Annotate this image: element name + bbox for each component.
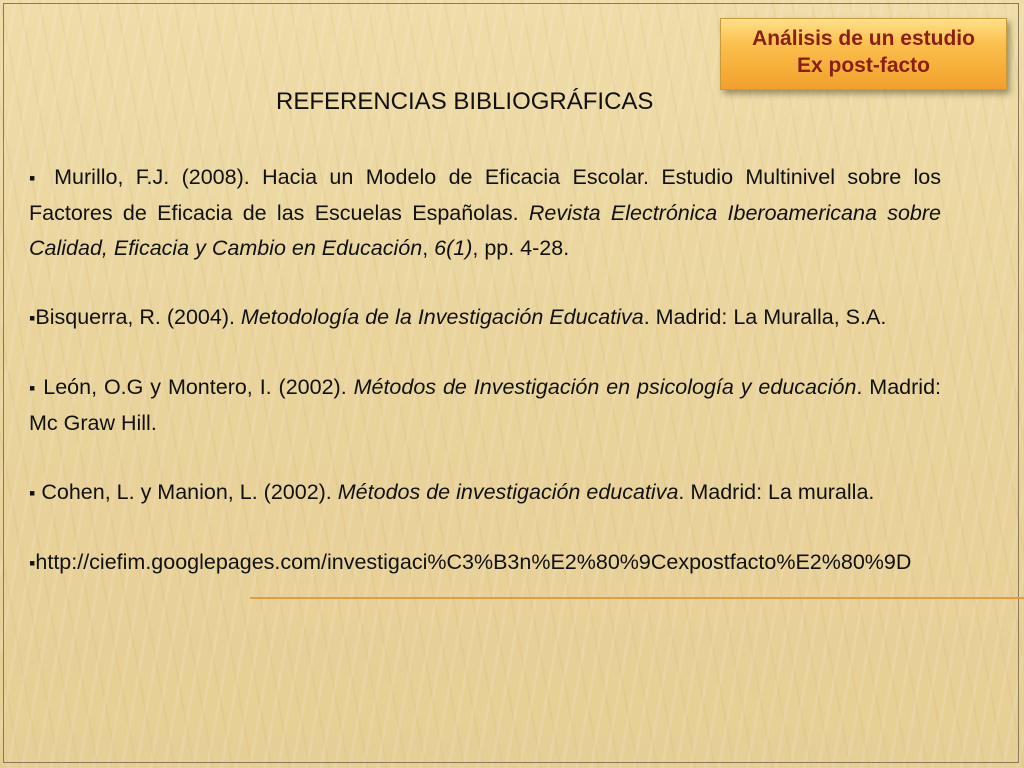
reference-title-italic: 6(1) <box>434 236 473 260</box>
reference-item-link[interactable] <box>29 545 941 581</box>
bullet-icon: ▪ <box>29 168 42 188</box>
reference-text: , <box>422 236 435 260</box>
topic-badge <box>720 18 1007 90</box>
reference-text: León, O.G y Montero, I. (2002). <box>36 375 354 399</box>
bullet-icon: ▪ <box>29 553 36 573</box>
reference-text: Cohen, L. y Manion, L. (2002). <box>35 480 338 504</box>
reference-title-italic: Metodología de la Investigación Educativa <box>240 305 644 329</box>
page-title: REFERENCIAS BIBLIOGRÁFICAS <box>276 88 654 115</box>
reference-title-italic: Métodos de Investigación en psicología y educación <box>353 375 857 399</box>
reference-text: . Madrid: La Muralla, S.A. <box>643 305 887 329</box>
decorative-line <box>250 597 1024 599</box>
reference-list <box>29 160 941 581</box>
bullet-icon: ▪ <box>29 483 36 503</box>
reference-item <box>29 160 941 266</box>
reference-item <box>29 300 941 336</box>
reference-title-italic: Revista Electrónica Iberoamericana sobre Calidad, Eficacia y Cambio en Educación <box>29 201 941 260</box>
reference-text: , pp. 4-28. <box>472 236 570 260</box>
reference-text: Bisquerra, R. (2004). <box>35 305 241 329</box>
reference-text: . Madrid: Mc Graw Hill. <box>29 375 941 435</box>
bullet-icon: ▪ <box>29 378 37 398</box>
bullet-icon: ▪ <box>29 308 36 328</box>
reference-item <box>29 475 941 511</box>
reference-text: http://ciefim.googlepages.com/investigaci%C3%B3n%E2%80%9Cexpostfacto%E2%80%9D <box>35 550 912 574</box>
badge-line-2: Ex post-facto <box>796 54 930 77</box>
reference-item <box>29 370 941 441</box>
reference-text: . Madrid: La muralla. <box>678 480 875 504</box>
reference-title-italic: Métodos de investigación educativa <box>337 480 679 504</box>
badge-line-1: Análisis de un estudio <box>752 27 975 50</box>
reference-text: Murillo, F.J. (2008). Hacia un Modelo de Eficacia Escolar. Estudio Multinivel sobre los Factores de Eficacia de las Escuelas Españolas. <box>29 165 942 225</box>
